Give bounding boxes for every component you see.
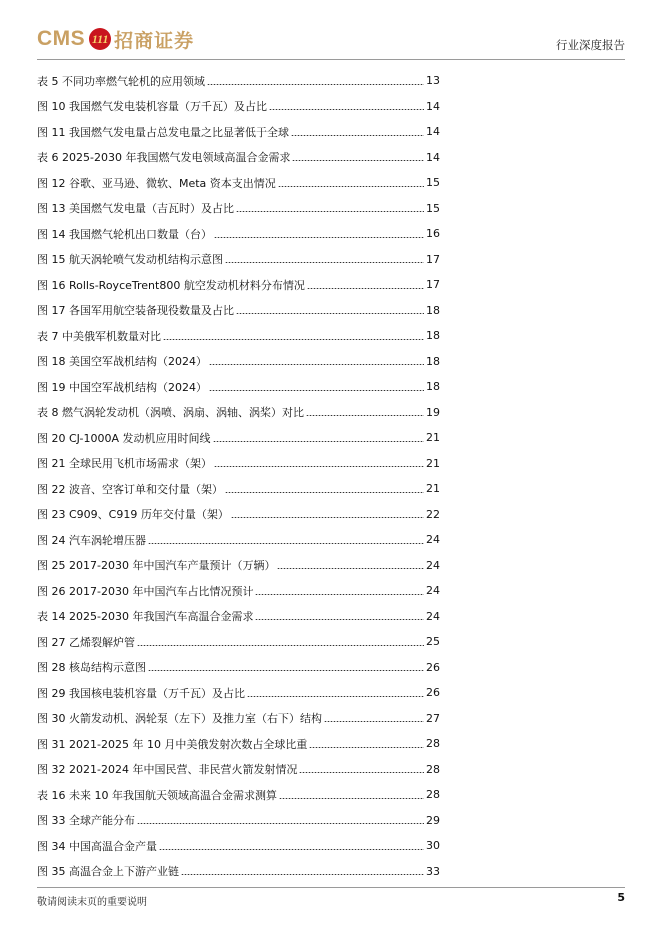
toc-leader-dots [214, 237, 424, 238]
page-header [0, 0, 662, 60]
toc-entry-page: 15 [426, 201, 440, 215]
toc-entry-page: 18 [426, 354, 440, 368]
table-of-figures [37, 68, 440, 884]
logo-latin-text: CMS [37, 27, 86, 50]
toc-entry-title: 图 11 我国燃气发电量占总发电量之比显著低于全球 [37, 125, 289, 139]
toc-entry-title: 图 24 汽车涡轮增压器 [37, 533, 146, 547]
toc-leader-dots [299, 772, 424, 773]
toc-entry[interactable] [37, 323, 440, 349]
toc-entry[interactable] [37, 553, 440, 579]
toc-entry-page: 25 [426, 635, 440, 649]
toc-entry[interactable] [37, 833, 440, 859]
toc-entry[interactable] [37, 757, 440, 783]
toc-entry-page: 17 [426, 252, 440, 266]
toc-entry-title: 图 35 高温合金上下游产业链 [37, 865, 179, 879]
toc-entry[interactable] [37, 578, 440, 604]
toc-leader-dots [292, 160, 424, 161]
toc-entry-title: 图 16 Rolls-RoyceTrent800 航空发动机材料分布情况 [37, 278, 305, 292]
toc-entry-page: 14 [426, 150, 440, 164]
toc-leader-dots [255, 594, 424, 595]
toc-entry-page: 22 [426, 507, 440, 521]
toc-leader-dots [236, 211, 424, 212]
toc-entry-page: 29 [426, 813, 440, 827]
toc-leader-dots [137, 823, 424, 824]
toc-entry-title: 图 25 2017-2030 年中国汽车产量预计（万辆） [37, 559, 276, 573]
toc-entry[interactable] [37, 527, 440, 553]
toc-entry-title: 图 27 乙烯裂解炉管 [37, 635, 135, 649]
toc-entry[interactable] [37, 425, 440, 451]
toc-entry-title: 图 23 C909、C919 历年交付量（架） [37, 508, 229, 522]
toc-entry-page: 18 [426, 329, 440, 343]
toc-entry-title: 图 15 航天涡轮喷气发动机结构示意图 [37, 253, 223, 267]
toc-entry-title: 图 21 全球民用飞机市场需求（架） [37, 457, 212, 471]
toc-entry-title: 图 30 火箭发动机、涡轮泵（左下）及推力室（右下）结构 [37, 712, 322, 726]
toc-entry-page: 26 [426, 660, 440, 674]
toc-entry-title: 表 14 2025-2030 年我国汽车高温合金需求 [37, 610, 254, 624]
toc-leader-dots [159, 849, 424, 850]
toc-entry[interactable] [37, 349, 440, 375]
toc-entry-title: 图 19 中国空军战机结构（2024） [37, 380, 207, 394]
toc-entry-title: 图 32 2021-2024 年中国民营、非民营火箭发射情况 [37, 763, 298, 777]
toc-entry-title: 图 33 全球产能分布 [37, 814, 135, 828]
toc-entry[interactable] [37, 451, 440, 477]
toc-entry-page: 14 [426, 99, 440, 113]
toc-entry[interactable] [37, 680, 440, 706]
toc-entry[interactable] [37, 298, 440, 324]
toc-entry[interactable] [37, 94, 440, 120]
toc-leader-dots [291, 135, 424, 136]
toc-entry-page: 24 [426, 609, 440, 623]
toc-entry-title: 表 6 2025-2030 年我国燃气发电领域高温合金需求 [37, 151, 291, 165]
toc-entry[interactable] [37, 782, 440, 808]
company-logo [37, 24, 194, 54]
toc-entry-title: 图 20 CJ-1000A 发动机应用时间线 [37, 431, 211, 445]
toc-entry-title: 表 5 不同功率燃气轮机的应用领域 [37, 74, 205, 88]
toc-entry[interactable] [37, 706, 440, 732]
footer-divider [37, 887, 625, 888]
toc-entry-title: 图 10 我国燃气发电装机容量（万千瓦）及占比 [37, 100, 267, 114]
toc-leader-dots [163, 339, 424, 340]
toc-entry[interactable] [37, 221, 440, 247]
toc-entry[interactable] [37, 247, 440, 273]
logo-chinese-text: 招商证券 [114, 29, 195, 52]
toc-entry-title: 图 31 2021-2025 年 10 月中美俄发射次数占全球比重 [37, 737, 308, 751]
report-type-label: 行业深度报告 [556, 38, 625, 52]
toc-entry-page: 21 [426, 456, 440, 470]
toc-entry[interactable] [37, 119, 440, 145]
toc-entry-page: 30 [426, 839, 440, 853]
toc-entry-page: 21 [426, 431, 440, 445]
toc-entry[interactable] [37, 655, 440, 681]
toc-entry[interactable] [37, 374, 440, 400]
toc-entry-page: 26 [426, 686, 440, 700]
toc-leader-dots [247, 696, 424, 697]
toc-leader-dots [225, 262, 424, 263]
toc-entry-page: 17 [426, 278, 440, 292]
toc-entry-title: 图 29 我国核电装机容量（万千瓦）及占比 [37, 686, 245, 700]
toc-entry-page: 28 [426, 737, 440, 751]
toc-entry-page: 24 [426, 533, 440, 547]
toc-leader-dots [225, 492, 424, 493]
toc-leader-dots [181, 874, 424, 875]
toc-entry[interactable] [37, 145, 440, 171]
toc-entry-title: 图 14 我国燃气轮机出口数量（台） [37, 227, 212, 241]
toc-entry-title: 图 13 美国燃气发电量（吉瓦时）及占比 [37, 202, 234, 216]
toc-leader-dots [278, 186, 424, 187]
toc-leader-dots [324, 721, 424, 722]
toc-entry-page: 19 [426, 405, 440, 419]
toc-entry-page: 16 [426, 227, 440, 241]
toc-entry-page: 14 [426, 125, 440, 139]
toc-leader-dots [213, 441, 424, 442]
toc-leader-dots [231, 517, 424, 518]
toc-leader-dots [309, 747, 424, 748]
toc-entry[interactable] [37, 170, 440, 196]
toc-entry[interactable] [37, 731, 440, 757]
toc-leader-dots [207, 84, 424, 85]
toc-entry-page: 28 [426, 788, 440, 802]
toc-entry-title: 表 7 中美俄军机数量对比 [37, 329, 161, 343]
toc-leader-dots [255, 619, 424, 620]
toc-leader-dots [148, 670, 424, 671]
toc-entry-page: 15 [426, 176, 440, 190]
toc-leader-dots [209, 390, 424, 391]
toc-leader-dots [137, 645, 424, 646]
toc-entry[interactable] [37, 400, 440, 426]
toc-entry-page: 21 [426, 482, 440, 496]
toc-entry-page: 13 [426, 74, 440, 88]
toc-entry[interactable] [37, 502, 440, 528]
toc-leader-dots [307, 288, 424, 289]
toc-entry-page: 33 [426, 864, 440, 878]
toc-entry-title: 图 18 美国空军战机结构（2024） [37, 355, 207, 369]
toc-entry-page: 28 [426, 762, 440, 776]
toc-leader-dots [277, 568, 424, 569]
toc-leader-dots [214, 466, 424, 467]
toc-entry-title: 表 8 燃气涡轮发动机（涡喷、涡扇、涡轴、涡桨）对比 [37, 406, 304, 420]
toc-leader-dots [236, 313, 424, 314]
toc-leader-dots [279, 798, 424, 799]
toc-entry-title: 图 26 2017-2030 年中国汽车占比情况预计 [37, 584, 254, 598]
logo-emblem-icon: 111 [89, 28, 111, 50]
toc-entry[interactable] [37, 196, 440, 222]
toc-leader-dots [209, 364, 424, 365]
toc-entry-page: 27 [426, 711, 440, 725]
toc-entry[interactable] [37, 808, 440, 834]
toc-entry-title: 图 22 波音、空客订单和交付量（架） [37, 482, 223, 496]
toc-entry[interactable] [37, 629, 440, 655]
header-divider [37, 59, 625, 60]
toc-entry[interactable] [37, 476, 440, 502]
toc-entry-page: 24 [426, 558, 440, 572]
toc-entry-page: 24 [426, 584, 440, 598]
toc-entry-title: 图 17 各国军用航空装备现役数量及占比 [37, 304, 234, 318]
toc-leader-dots [306, 415, 424, 416]
toc-entry[interactable] [37, 68, 440, 94]
toc-entry-title: 表 16 未来 10 年我国航天领域高温合金需求测算 [37, 788, 277, 802]
toc-entry-page: 18 [426, 303, 440, 317]
page-number: 5 [617, 891, 625, 904]
toc-leader-dots [148, 543, 424, 544]
toc-entry[interactable] [37, 272, 440, 298]
toc-entry-title: 图 34 中国高温合金产量 [37, 839, 157, 853]
toc-entry-title: 图 28 核岛结构示意图 [37, 661, 146, 675]
toc-entry-title: 图 12 谷歌、亚马逊、微软、Meta 资本支出情况 [37, 176, 276, 190]
toc-entry[interactable] [37, 604, 440, 630]
footer-disclaimer: 敬请阅读末页的重要说明 [37, 897, 147, 908]
toc-entry[interactable] [37, 859, 440, 885]
toc-entry-page: 18 [426, 380, 440, 394]
toc-leader-dots [269, 109, 424, 110]
